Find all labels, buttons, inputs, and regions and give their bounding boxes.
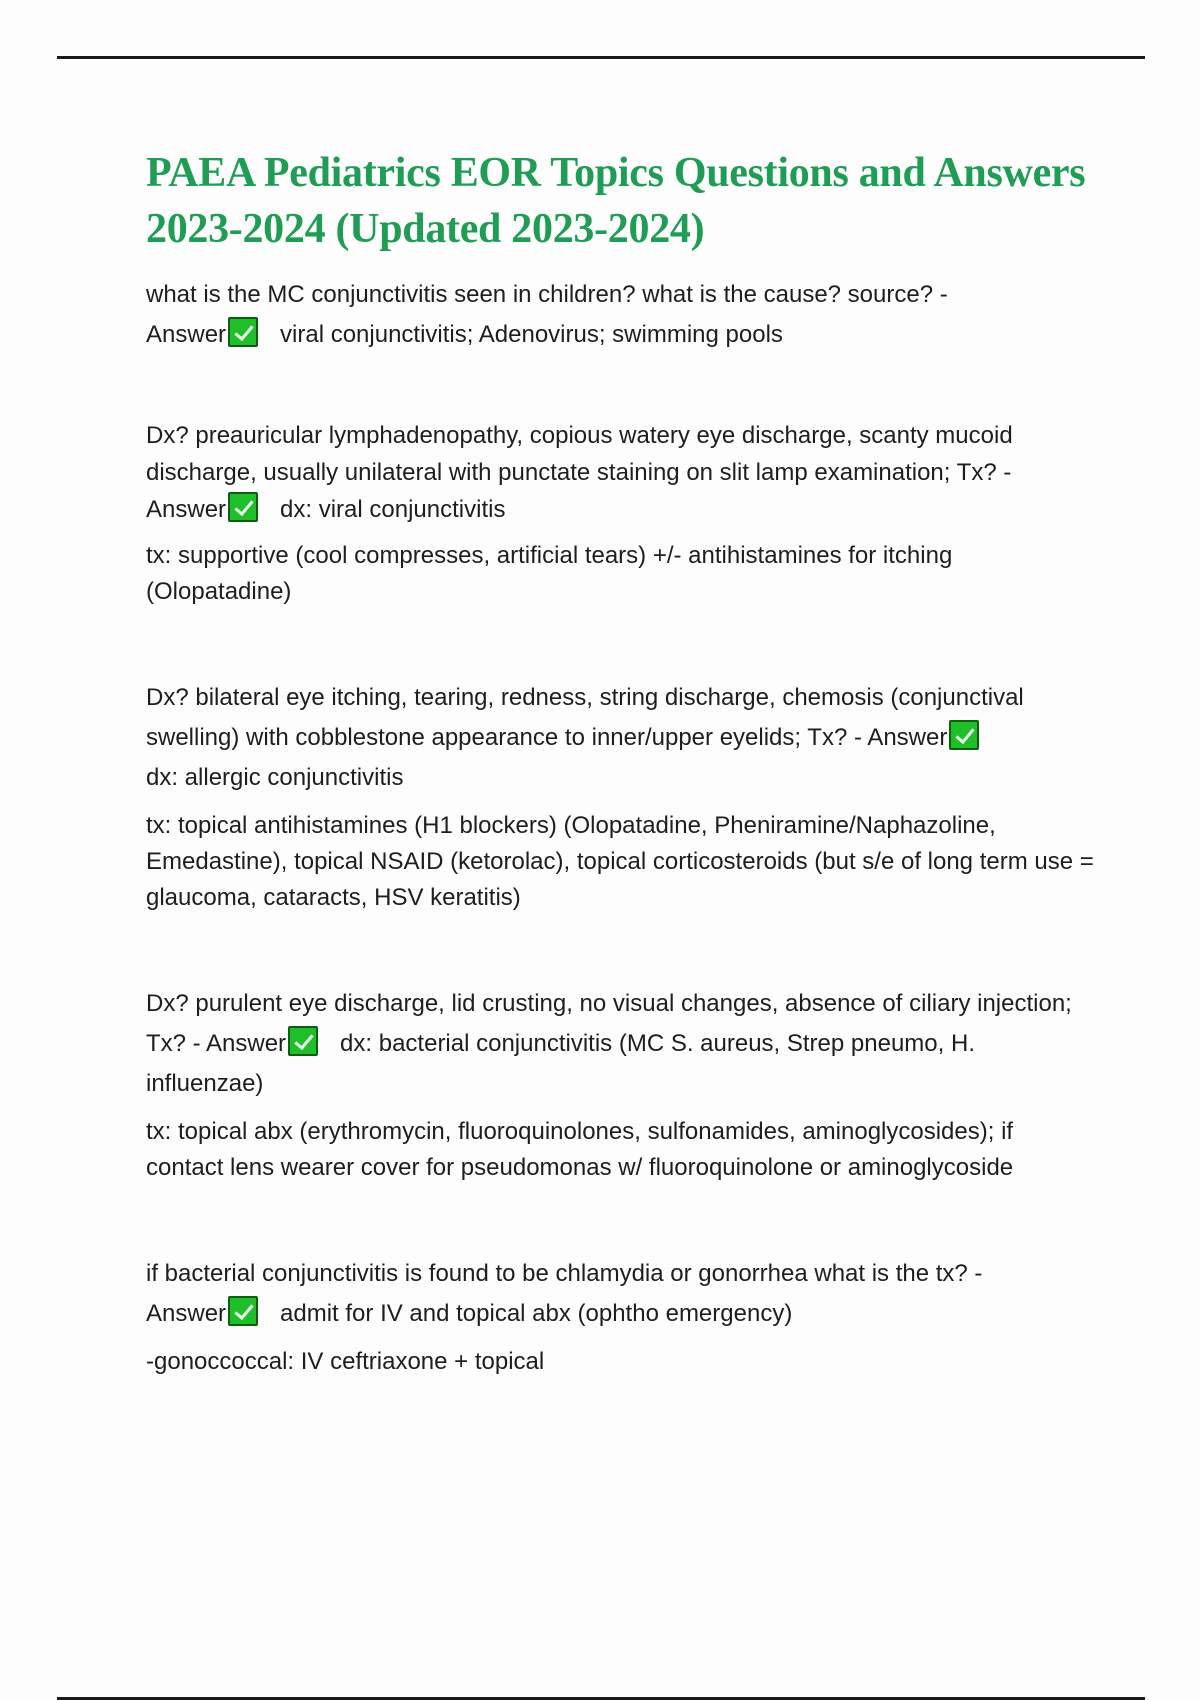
qa-answer: admit for IV and topical abx (ophtho emergency) xyxy=(280,1300,793,1327)
checkmark-icon xyxy=(228,317,258,347)
document-body xyxy=(146,145,1096,1380)
checkmark-icon xyxy=(288,1026,318,1056)
qa-item xyxy=(146,417,1096,610)
checkmark-icon xyxy=(949,720,979,750)
qa-extra: tx: supportive (cool compresses, artificial tears) +/- antihistamines for itching (Olopatadine) xyxy=(146,542,953,605)
header-rule xyxy=(57,56,1145,59)
qa-answer: dx: allergic conjunctivitis xyxy=(146,764,404,791)
answer-label: Answer xyxy=(867,724,948,751)
qa-question: Dx? preauricular lymphadenopathy, copious watery eye discharge, scanty mucoid discharge, usually unilateral with punctate staining on slit lamp examination; Tx? - Answer dx: viral conjunctivitis xyxy=(146,422,1013,523)
qa-question: Dx? purulent eye discharge, lid crusting, no visual changes, absence of ciliary injection; Tx? - Answer dx: bacterial conjunctivitis (MC S. aureus, Strep pneumo, H. influenzae) xyxy=(146,990,1072,1097)
qa-extra: tx: topical antihistamines (H1 blockers) (Olopatadine, Pheniramine/Naphazoline, Emedastine), topical NSAID (ketorolac), topical corticosteroids (but s/e of long term use = glaucoma, cataracts, HSV keratitis) xyxy=(146,812,1094,911)
answer-label: Answer xyxy=(146,321,227,348)
qa-extra: -gonoccoccal: IV ceftriaxone + topical xyxy=(146,1348,545,1375)
checkmark-icon xyxy=(228,492,258,522)
document-title: PAEA Pediatrics EOR Topics Questions and Answers 2023-2024 (Updated 2023-2024) xyxy=(146,150,1086,252)
qa-answer: dx: viral conjunctivitis xyxy=(280,496,506,523)
answer-label: Answer xyxy=(146,496,227,523)
qa-item xyxy=(146,1254,1096,1380)
qa-question: what is the MC conjunctivitis seen in children? what is the cause? source? - Answer viral conjunctivitis; Adenovirus; swimming pools xyxy=(146,281,948,348)
answer-label: Answer xyxy=(206,1030,287,1057)
qa-answer: viral conjunctivitis; Adenovirus; swimming pools xyxy=(280,321,783,348)
qa-question: Dx? bilateral eye itching, tearing, redness, string discharge, chemosis (conjunctival swelling) with cobblestone appearance to inner/upper eyelids; Tx? - Answer dx: allergic conjunctivitis xyxy=(146,684,1024,791)
answer-label: Answer xyxy=(146,1300,227,1327)
qa-item xyxy=(146,275,1096,355)
checkmark-icon xyxy=(228,1296,258,1326)
qa-item xyxy=(146,678,1096,916)
qa-question: if bacterial conjunctivitis is found to be chlamydia or gonorrhea what is the tx? - Answer admit for IV and topical abx (ophtho emergency) xyxy=(146,1260,983,1327)
qa-item xyxy=(146,984,1096,1186)
qa-answer: dx: bacterial conjunctivitis (MC S. aureus, Strep pneumo, H. influenzae) xyxy=(146,1030,975,1097)
qa-extra: tx: topical abx (erythromycin, fluoroquinolones, sulfonamides, aminoglycosides); if contact lens wearer cover for pseudomonas w/ fluoroquinolone or aminoglycoside xyxy=(146,1118,1014,1181)
